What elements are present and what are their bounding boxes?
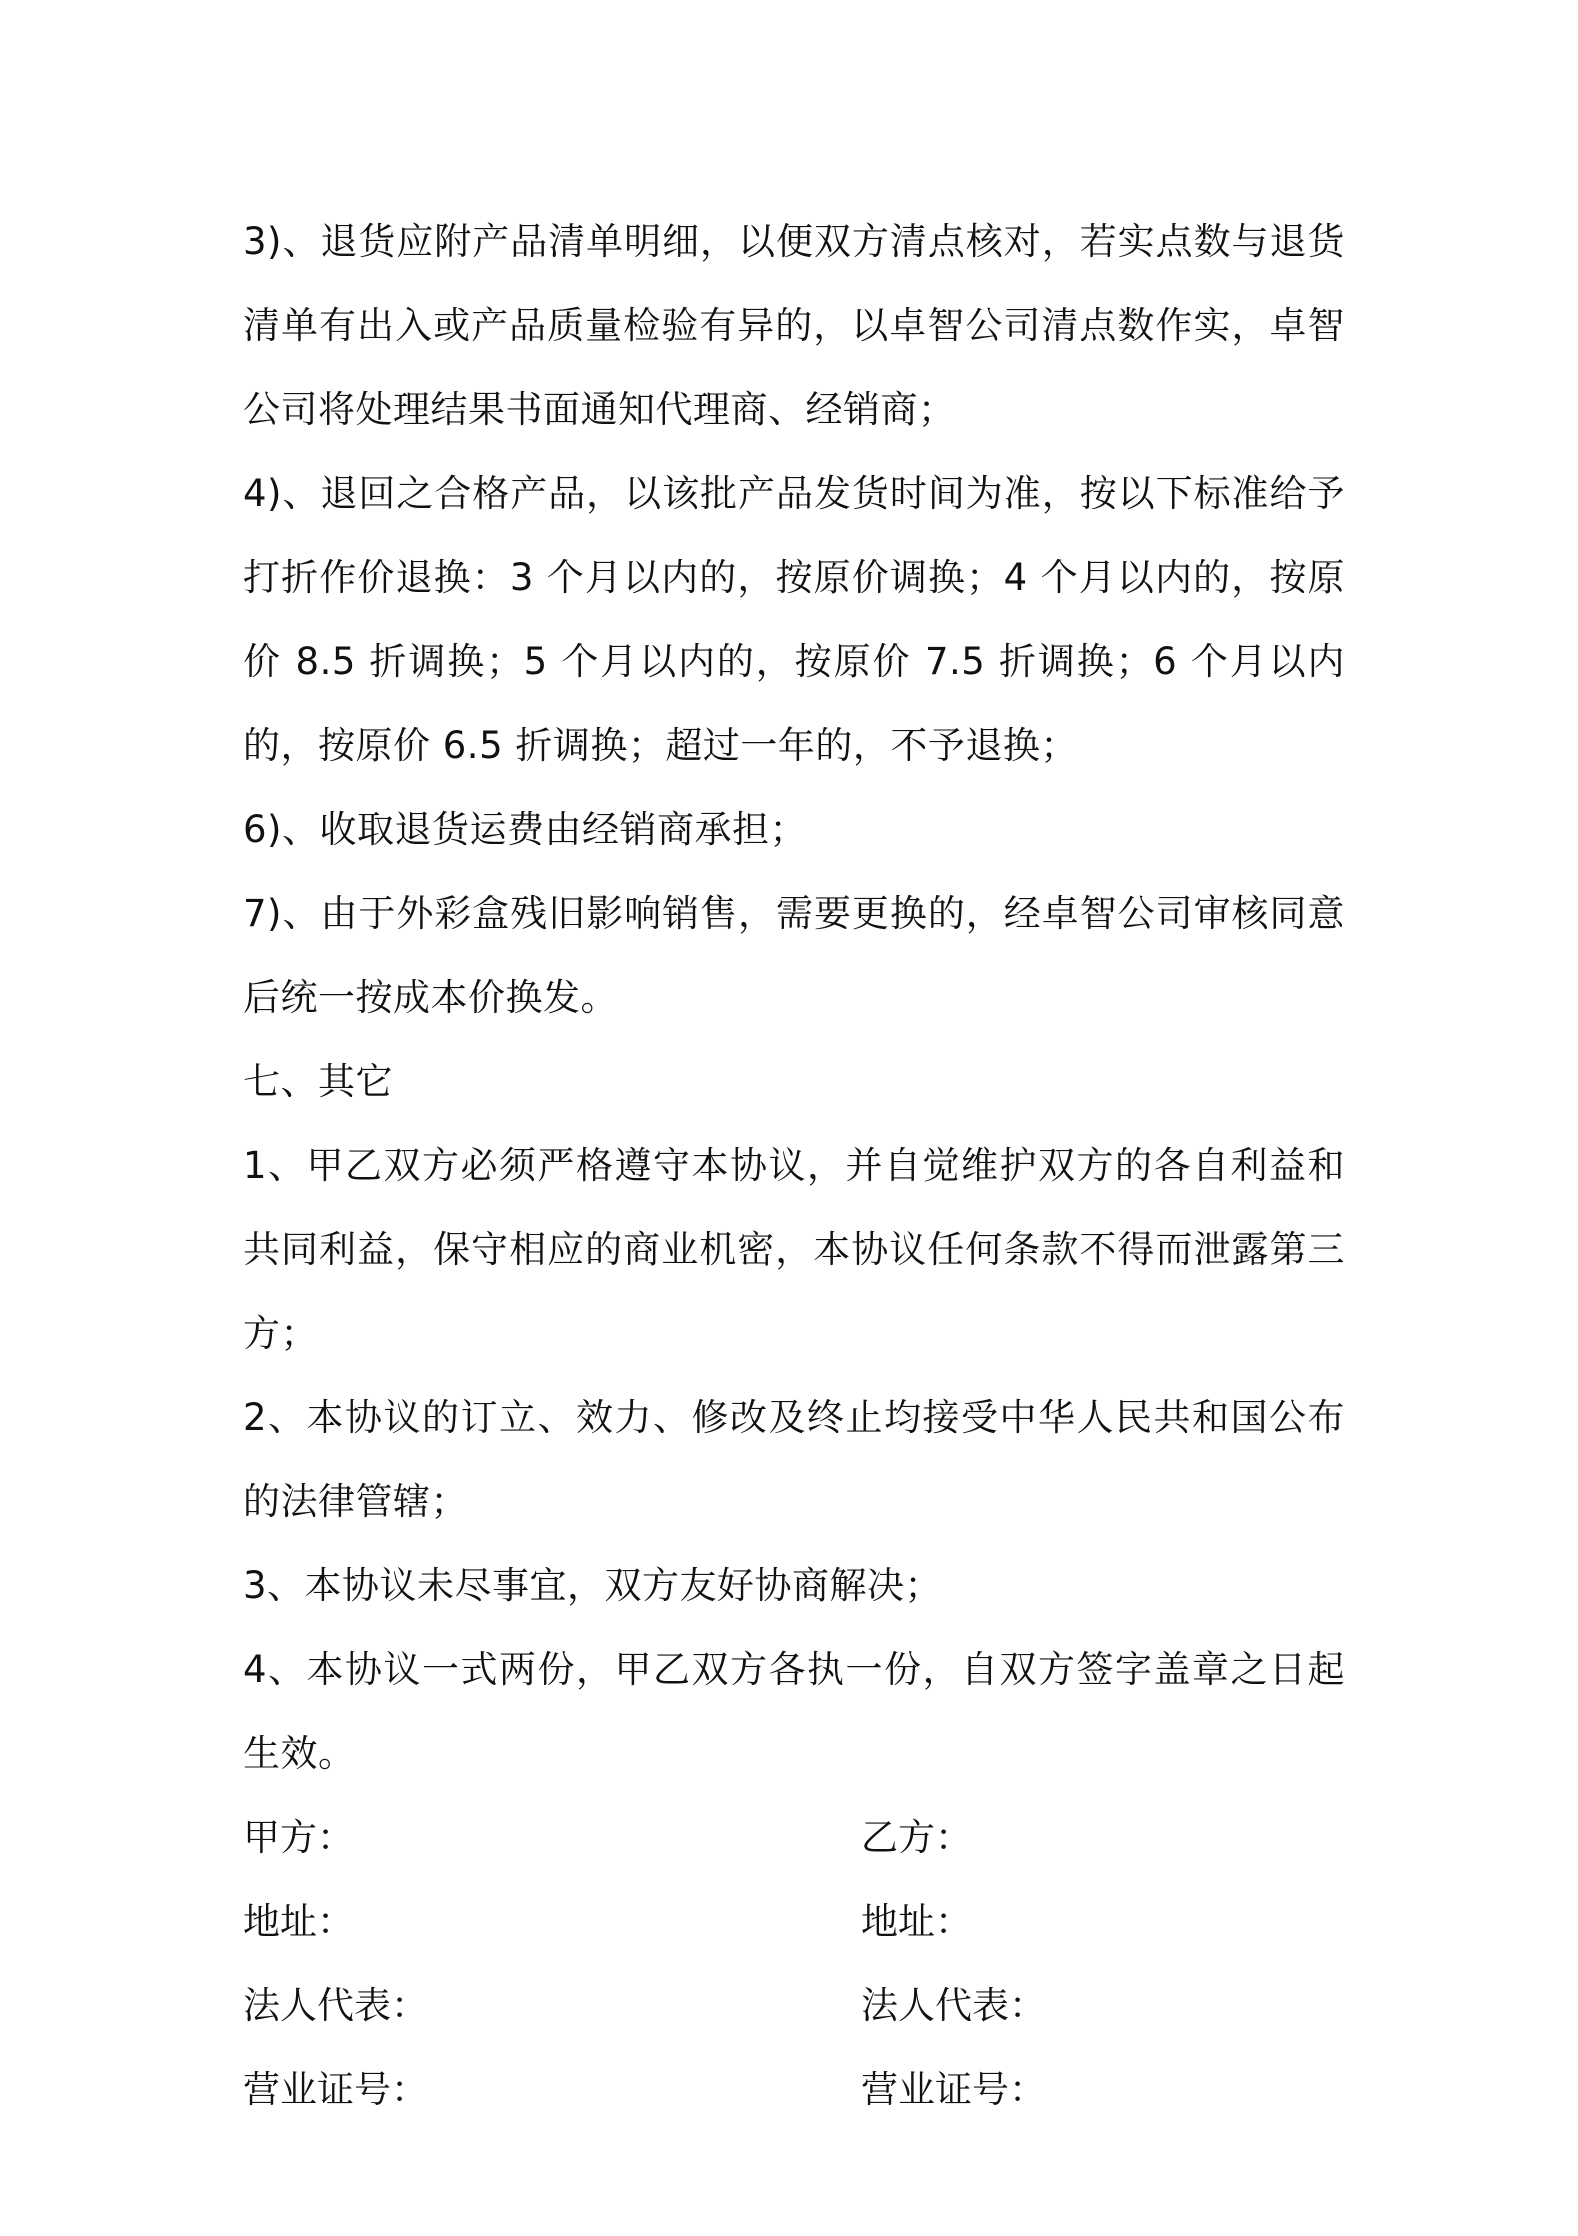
party-b-legal-rep: 法人代表： [861, 1984, 1046, 2027]
clause-governing-law: 2、本协议的订立、效力、修改及终止均接受中华人民共和国公布的法律管辖； [243, 1396, 1345, 1523]
clause-copies: 4、本协议一式两份，甲乙双方各执一份，自双方签字盖章之日起生效。 [243, 1648, 1345, 1775]
clause-return-list: 3)、退货应附产品清单明细，以便双方清点核对，若实点数与退货清单有出入或产品质量检验有异的，以卓智公司清点数作实，卓智公司将处理结果书面通知代理商、经销商； [243, 220, 1345, 431]
document-page [243, 200, 1345, 2132]
clause-return-discount: 4)、退回之合格产品，以该批产品发货时间为准，按以下标准给予打折作价退换：3 个月以内的，按原价调换；4 个月以内的，按原价 8.5 折调换；5 个月以内的，按原价 7.5 折调换；6 个月以内的，按原价 6.5 折调换；超过一年的，不予退换； [243, 472, 1345, 767]
clause-box-replacement: 7)、由于外彩盒残旧影响销售，需要更换的，经卓智公司审核同意后统一按成本价换发。 [243, 892, 1345, 1019]
party-a-license: 营业证号： [243, 2068, 428, 2111]
section-heading-other: 七、其它 [243, 1060, 393, 1103]
clause-return-freight: 6)、收取退货运费由经销商承担； [243, 808, 807, 851]
clause-compliance: 1、甲乙双方必须严格遵守本协议，并自觉维护双方的各自利益和共同利益，保守相应的商业机密，本协议任何条款不得而泄露第三方； [243, 1144, 1345, 1355]
party-b-address: 地址： [861, 1900, 972, 1943]
party-a-label: 甲方： [243, 1816, 354, 1859]
party-b-license: 营业证号： [861, 2068, 1046, 2111]
party-b-label: 乙方： [861, 1816, 972, 1859]
party-a-legal-rep: 法人代表： [243, 1984, 428, 2027]
party-a-address: 地址： [243, 1900, 354, 1943]
signature-block [243, 1796, 1345, 2132]
clause-negotiation: 3、本协议未尽事宜，双方友好协商解决； [243, 1564, 943, 1607]
